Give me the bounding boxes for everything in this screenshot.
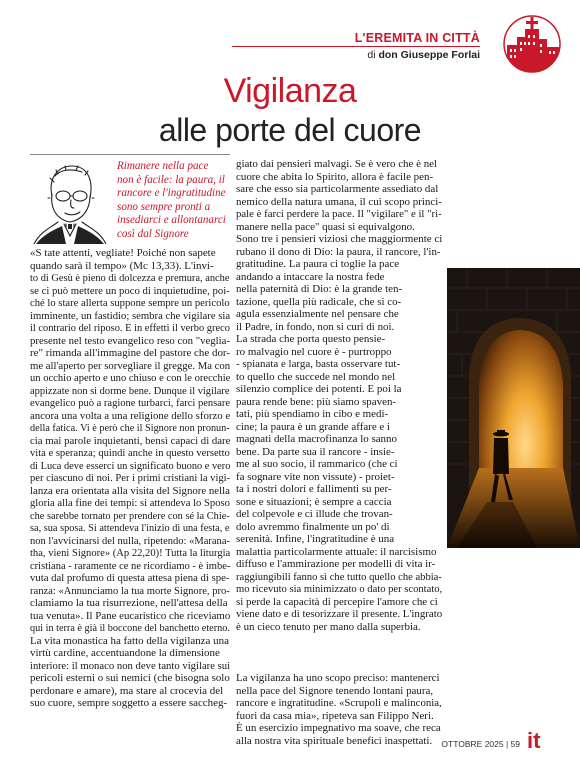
body-line: mo ricevuto sia minimizzato o dato per scontato,: [236, 583, 443, 595]
body-line: andando a intaccare la nostra fede: [236, 270, 385, 283]
lead-line: non è facile: la paura, il: [117, 173, 225, 186]
body-line: di Luca deve esserci un significato buono e vero: [30, 459, 231, 472]
lead-line: così dal Signore: [117, 227, 189, 240]
body-line: il contrario del riposo. E in effetti il verbo greco: [30, 322, 230, 334]
body-line: rancore e ingratitudine. «Scrupoli e malinconia,: [236, 697, 442, 709]
body-line: il Padre, in fondo, non si curi di noi.: [236, 320, 395, 333]
body-line: nemico della natura umana, il cui scopo princi-: [236, 195, 442, 208]
it-brand-text: it: [527, 728, 541, 752]
body-line: giato dai pensieri malvagi. Se è vero che è nel: [236, 158, 438, 170]
body-line: to quello che succede nel mondo nel: [236, 370, 396, 383]
byline-author: don Giuseppe Forlai: [378, 49, 480, 61]
author-portrait-sketch: [30, 158, 110, 244]
body-line: nella pace del Signore tenendo lontani paura,: [236, 684, 434, 697]
body-line: sare che esso sia particolarmente assediato dal: [236, 183, 439, 195]
body-line: me all'aperto per sorvegliare il gregge. Ma con: [30, 359, 231, 372]
body-line: è un cieco tenuto per mano dalla superbia.: [236, 620, 421, 633]
body-line: qui in terra è già il boccone del banchetto eterno.: [30, 622, 230, 634]
lead-line: sono sempre pronti a: [117, 200, 211, 213]
body-line: ranza: «Annunciamo la tua morte Signore, pro-: [30, 584, 230, 597]
body-line: suo cuore, sempre soggetto a essere saccheg-: [30, 697, 228, 709]
divider-rule: [30, 154, 230, 155]
body-line: viene dato e di tesorizzare il presente. L'ingrato: [236, 608, 443, 620]
body-column-3: [236, 672, 442, 747]
body-line: cine; la paura è un grande affare e i: [236, 420, 391, 433]
body-line: che sarebbe tornato per prendere con sé la Chie-: [30, 509, 230, 522]
body-line: La strada che porta questo pensie-: [236, 333, 386, 345]
body-line: manere nella pace" quasi si equivalgono.: [236, 220, 415, 233]
body-line: to di Gesù è pieno di dolcezza e premura, anche: [30, 272, 230, 284]
body-line: ché lo stare allerta suppone sempre un pericolo: [30, 297, 230, 309]
body-column-1: [30, 247, 230, 710]
body-line: tazione, quella più radicale, che si co-: [236, 295, 402, 308]
body-line: non l'avvicinarsi del nulla, ripetendo: «Marana-: [30, 534, 231, 547]
body-line: sone e situazioni; è sempre a caccia: [236, 495, 392, 508]
article-title-line2: alle porte del cuore: [158, 112, 422, 148]
body-line: rubano il dono di Dio: la paura, il rancore, l'in-: [236, 245, 441, 258]
it-brand-logo: [525, 728, 555, 752]
body-line: tua venuta». Il Pane eucaristico che riceviamo: [30, 609, 231, 622]
lead-paragraph: [117, 160, 230, 242]
body-line: ro malvagio nel cuore è - purtroppo: [236, 345, 392, 358]
body-line: tha, vieni Signore» (Ap 22,20)! Tutta la liturgia: [30, 547, 231, 559]
lead-line: rancore e l'ingratitudine: [117, 187, 226, 200]
body-line: pale è farci perdere la pace. Il "vigilare" e il "ri-: [236, 208, 442, 220]
body-line: lanza era orientata alla visita del Signore nella: [30, 484, 230, 497]
body-line: me al suo socio, il rammarico (che ci: [236, 458, 398, 470]
issue-footer: OTTOBRE 2025 | 59: [441, 739, 520, 749]
body-line: gloria alla fine dei tempi: si attendeva lo Sposo: [30, 497, 230, 509]
body-line: - spianata e larga, basta osservare tut-: [236, 358, 401, 370]
body-line: tati, più spendiamo in cibo e medi-: [236, 408, 389, 420]
body-line: sa, sua sposa. Si attendeva l'inizio di una festa, e: [30, 522, 230, 534]
body-line: raggiungibili fanno sì che tutto quello che abbia-: [236, 570, 442, 583]
body-line: imminente, un fastidio; sembra che vigilare sia: [30, 309, 231, 322]
rubric-rule: [232, 46, 480, 47]
lead-line: Rimanere nella pace: [117, 160, 209, 172]
body-line: magnati della macrofinanza lo sanno: [236, 433, 397, 445]
body-line: ta i nostri dolori e fallimenti su per-: [236, 483, 392, 495]
body-line: serenità. Infine, l'ingratitudine è una: [236, 533, 395, 545]
body-line: silenzio complice dei potenti. E poi la: [236, 383, 402, 395]
body-line: agula essenzialmente nel pensare che: [236, 308, 399, 320]
body-line: vuta dal profumo di questa attesa piena di spe-: [30, 572, 230, 584]
body-line: gratitudine. La paura ci toglie la pace: [236, 258, 400, 270]
body-line: cuore che abita lo Spirito, allora è facile pen-: [236, 170, 434, 183]
body-line: dolo avremmo finalmente un po' di: [236, 520, 390, 533]
body-line: perdonare e amare), ma stare al crocevia del: [30, 684, 224, 697]
body-line: per ciascuno di noi. Per i primi cristiani la vigi-: [30, 472, 231, 484]
body-line: fuori da casa mia», ripeteva san Filippo Neri.: [236, 709, 434, 722]
lead-line: insediarci e allontanarci: [117, 214, 226, 227]
body-line: paura rende bene: più siamo spaven-: [236, 395, 397, 408]
body-line: fa sognare vite non vissute) - proiet-: [236, 470, 395, 483]
city-church-cross-logo: [503, 15, 561, 73]
body-line: alla nostra vita spirituale benefici inaspettati.: [236, 734, 433, 747]
body-line: cia mai parole inquietanti, bensì capaci di dare: [30, 434, 231, 447]
column-rubric: L'EREMITA IN CITTÀ: [354, 31, 480, 45]
body-line: bene. Da parte sua il rancore - insie-: [236, 445, 395, 458]
body-line: La vigilanza ha uno scopo preciso: mantenerci: [236, 672, 440, 684]
article-title-line1: Vigilanza: [223, 72, 357, 110]
body-line: La vita monastica ha fatto della vigilanza una: [30, 634, 229, 647]
body-line: appizzate non si dorme bene. Dunque il vigilare: [30, 384, 230, 397]
byline: [0, 49, 480, 61]
body-line: un occhio aperto e uno chiuso e con le orecchie: [30, 372, 231, 384]
body-line: nella paternità di Dio: è la grande ten-: [236, 283, 403, 295]
byline-prefix: di: [367, 49, 376, 61]
body-line: clamiamo la tua risurrezione, nell'attesa della: [30, 597, 228, 609]
body-line: ancora una volta a una religione dello sforzo e: [30, 409, 231, 422]
body-line: del colpevole e ci illude che trovan-: [236, 508, 393, 520]
body-line: interiore: il monaco non deve tanto vigilare sui: [30, 659, 231, 672]
body-line: presente nel testo evangelico reso con "veglia-: [30, 334, 231, 347]
body-line: della fatica. Vi è però che il Signore non pronun-: [30, 422, 230, 434]
body-line: «S tate attenti, vegliate! Poiché non sapete: [30, 247, 216, 259]
body-line: cristiana - raramente ce ne ricordiamo - è imbe-: [30, 559, 231, 572]
body-line: malattia particolarmente attuale: il narcisismo: [236, 545, 437, 558]
body-line: Sono tre i pensieri viziosi che maggiormente ci: [236, 233, 443, 245]
body-line: vita e speranza; quindi anche in questo versetto: [30, 447, 230, 459]
body-line: se ci può mettere un poco di inquietudine, poi-: [30, 284, 230, 297]
body-line: evangelico può a ragione turbarci, farci pensare: [30, 397, 231, 409]
body-line: re" rimanda all'immagine del pastore che dor-: [30, 347, 230, 359]
body-line: quando sarà il tempo» (Mc 13,33). L'invi-: [30, 259, 214, 272]
body-line: diffuso e l'ammirazione per modelli di vita ir-: [236, 558, 436, 570]
body-line: si perde la capacità di percepire l'amore che ci: [236, 595, 438, 608]
body-line: pericoli esterni o sui nemici (che bisogna solo: [30, 672, 230, 684]
body-column-2: [236, 158, 442, 633]
body-line: È un esercizio impegnativo ma soave, che reca: [236, 722, 441, 734]
body-line: virtù cardine, accentuandone la dimensione: [30, 647, 220, 659]
man-walking-through-lit-archway: [447, 268, 580, 548]
